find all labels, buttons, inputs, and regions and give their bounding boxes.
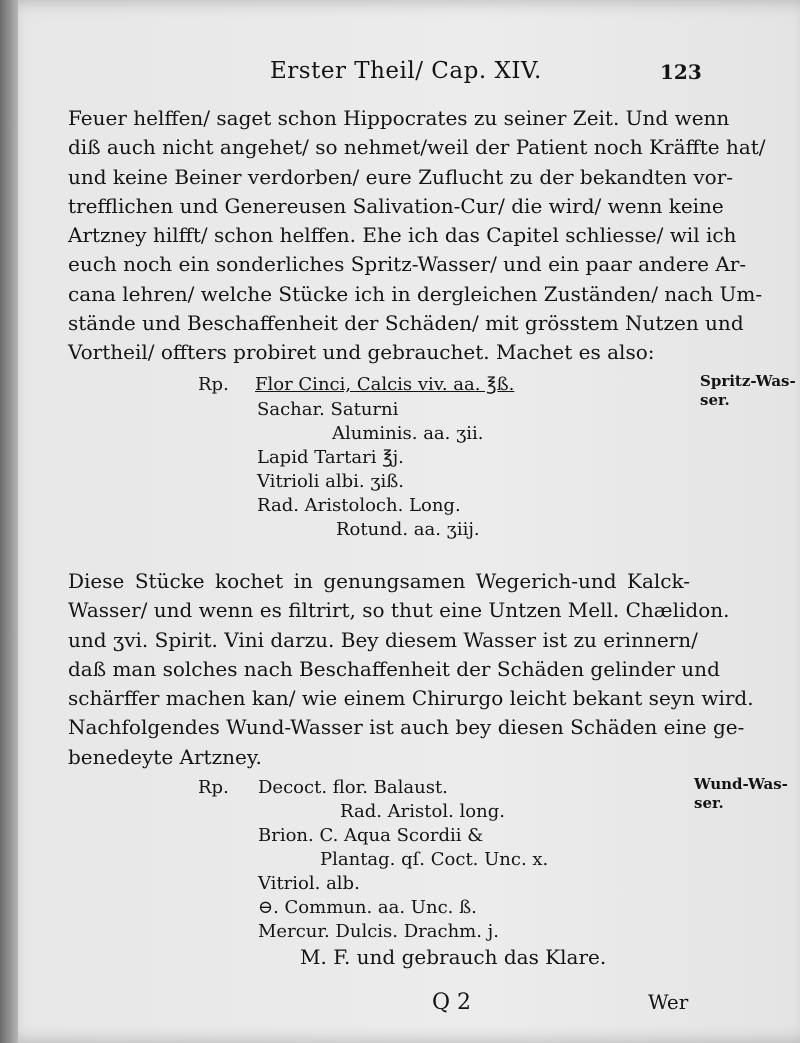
text-line: trefflichen und Genereusen Salivation-Cur/ die wird/ wenn keine	[68, 193, 724, 218]
page-number: 123	[660, 60, 702, 84]
signature-mark: Q 2	[432, 990, 472, 1015]
recipe-line: Vitriol. alb.	[258, 873, 360, 894]
margin-note-line: ser.	[694, 794, 724, 812]
recipe-line: Decoct. flor. Balaust.	[258, 777, 448, 798]
text-line: schärffer machen kan/ wie einem Chirurgo leicht bekant seyn wird.	[68, 686, 754, 711]
margin-note-spritz-wasser	[700, 372, 796, 410]
recipe-rp-label: Rp.	[198, 374, 229, 395]
recipe-line: Rad. Aristoloch. Long.	[257, 495, 461, 516]
recipe-line: ⊖. Commun. aa. Unc. ß.	[258, 897, 477, 918]
text-line: Nachfolgendes Wund-Wasser ist auch bey diesen Schäden eine ge-	[68, 715, 745, 740]
text-line: daß man solches nach Beschaffenheit der Schäden gelinder und	[68, 656, 720, 681]
recipe-line: Rotund. aa. ʒiij.	[336, 519, 480, 540]
recipe-line: Brion. C. Aqua Scordii &	[258, 825, 484, 846]
recipe-line: Vitrioli albi. ʒiß.	[257, 471, 404, 492]
text-line: diß auch nicht angehet/ so nehmet/weil der Patient noch Kräffte hat/	[68, 135, 766, 160]
margin-note-line: Wund-Was-	[694, 775, 788, 793]
catchword: Wer	[648, 990, 689, 1014]
paragraph-1	[68, 104, 766, 368]
running-title: Erster Theil/ Cap. XIV.	[270, 58, 542, 84]
recipe-line: Aluminis. aa. ʒii.	[332, 423, 484, 444]
margin-note-wund-wasser	[694, 775, 788, 813]
text-line: Vortheil/ offters probiret und gebrauchet. Machet es also:	[68, 340, 655, 365]
recipe-line: Rad. Aristol. long.	[340, 801, 505, 822]
margin-note-line: Spritz-Was-	[700, 372, 796, 390]
text-line: benedeyte Artzney.	[68, 744, 262, 769]
page-gutter-shadow	[0, 0, 18, 1043]
recipe-line: Sachar. Saturni	[257, 399, 399, 420]
recipe-line: Lapid Tartari ℥j.	[257, 447, 404, 468]
recipe-line: M. F. und gebrauch das Klare.	[300, 945, 607, 969]
text-line: cana lehren/ welche Stücke ich in dergleichen Zuständen/ nach Um-	[68, 281, 763, 306]
margin-note-line: ser.	[700, 391, 730, 409]
text-line: Wasser/ und wenn es filtrirt, so thut eine Untzen Mell. Chælidon.	[68, 598, 730, 623]
recipe-line: Flor Cinci, Calcis viv. aa. ℥ß.	[255, 374, 515, 395]
recipe-line: Plantag. qſ. Coct. Unc. x.	[320, 849, 549, 870]
text-line: Feuer helffen/ saget schon Hippocrates zu seiner Zeit. Und wenn	[68, 106, 730, 130]
text-line: und ʒvi. Spirit. Vini darzu. Bey diesem Wasser ist zu erinnern/	[68, 627, 698, 652]
recipe-rp-label: Rp.	[198, 777, 229, 798]
text-line: Diese Stücke kochet in genungsamen Wegerich-und Kalck-	[68, 569, 690, 593]
text-line: euch noch ein sonderliches Spritz-Wasser/ und ein paar andere Ar-	[68, 252, 747, 277]
paragraph-2	[68, 567, 754, 772]
recipe-line: Mercur. Dulcis. Drachm. j.	[258, 921, 499, 942]
text-line: Artzney hilfft/ schon helffen. Ehe ich das Capitel schliesse/ wil ich	[68, 223, 737, 248]
text-line: stände und Beschaffenheit der Schäden/ mit grösstem Nutzen und	[68, 311, 744, 336]
text-line: und keine Beiner verdorben/ eure Zuflucht zu der bekandten vor-	[68, 164, 734, 189]
